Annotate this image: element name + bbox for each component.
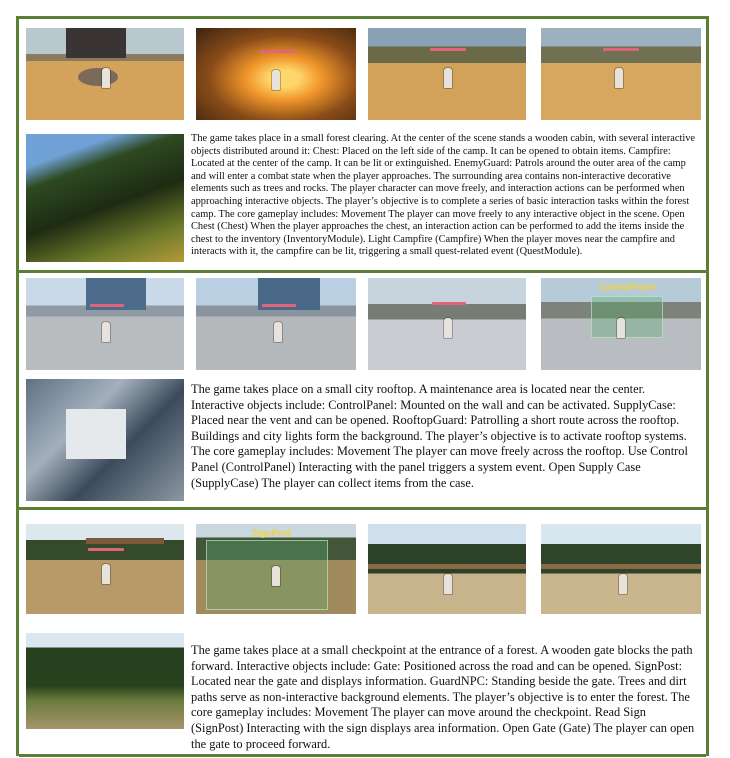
screenshot-rooftop-4 xyxy=(541,278,701,370)
panel-description: The game takes place at a small checkpoint at the entrance of a forest. A wooden gate blocks the path forward. Interactive objects include: Gate: Positioned across the road and can be opened. SignPost: Located near the gate and displays information. GuardNPC: Standing beside the gate. Trees and dirt paths serve as non-interactive background elements. The player’s objective is to enter the forest. The core gameplay includes: Movement The player can move around the checkpoint. Read Sign (SignPost) Interacting with the sign displays area information. Open Gate (Gate) The player can open the gate to proceed forward. xyxy=(191,643,695,751)
screenshot-camp-3 xyxy=(368,28,526,120)
screenshot-checkpoint-2 xyxy=(196,524,356,614)
screenshot-forest-gate-overview xyxy=(26,633,184,729)
screenshot-rooftop-2 xyxy=(196,278,356,370)
screenshot-camp-4 xyxy=(541,28,701,120)
panel-forest-checkpoint xyxy=(19,510,706,756)
screenshot-checkpoint-4 xyxy=(541,524,701,614)
panel-description: The game takes place on a small city rooftop. A maintenance area is located near the center. Interactive objects include: ControlPanel: Mounted on the wall and can be activated. SupplyCase: Placed near the vent and can be opened. RooftopGuard: Patrolling a short route across the rooftop. Buildings and city lights form the background. The player’s objective is to activate rooftop systems. The core gameplay includes: Movement The player can move freely across the rooftop. Use Control Panel (ControlPanel) Interacting with the panel triggers a system event. Open Supply Case (SupplyCase) The player can collect items from the case. xyxy=(191,382,688,490)
panel-forest-camp xyxy=(19,19,706,270)
panel-divider xyxy=(19,754,706,757)
screenshot-checkpoint-3 xyxy=(368,524,526,614)
screenshot-camp-1 xyxy=(26,28,184,120)
screenshot-forest-overview xyxy=(26,134,184,262)
panel-city-rooftop xyxy=(19,273,706,507)
signpost-label: SignPost xyxy=(252,528,292,538)
screenshot-camp-2 xyxy=(196,28,356,120)
screenshot-rooftop-3 xyxy=(368,278,526,370)
screenshot-city-overview xyxy=(26,379,184,501)
figure-frame xyxy=(16,16,709,756)
controlpanel-label: ControlPanel xyxy=(599,282,656,292)
panel-description: The game takes place in a small forest clearing. At the center of the scene stands a wooden cabin, with several interactive objects distributed around it: Chest: Placed on the left side of the camp. It can be opened to obtain items. Campfire: Located at the center of the camp. It can be lit or extinguished. EnemyGuard: Patrols around the outer area of the camp and will enter a combat state when the player approaches. The surrounding area contains non-interactive decorative elements such as trees and rocks. The player character can move freely, and interaction actions can be performed when approaching interactive objects. The player’s objective is to complete a series of basic interaction tasks within the forest camp. The core gameplay includes: Movement The player can move freely to any interactive object in the scene. Open Chest (Chest) When the player approaches the chest, an interaction action can be performed to add the items inside the chest to the inventory (InventoryModule). Light Campfire (Campfire) When the player moves near the campfire and interacts with it, the campfire can be lit, triggering a small quest-related event (QuestModule). xyxy=(191,133,696,258)
screenshot-rooftop-1 xyxy=(26,278,184,370)
screenshot-checkpoint-1 xyxy=(26,524,184,614)
